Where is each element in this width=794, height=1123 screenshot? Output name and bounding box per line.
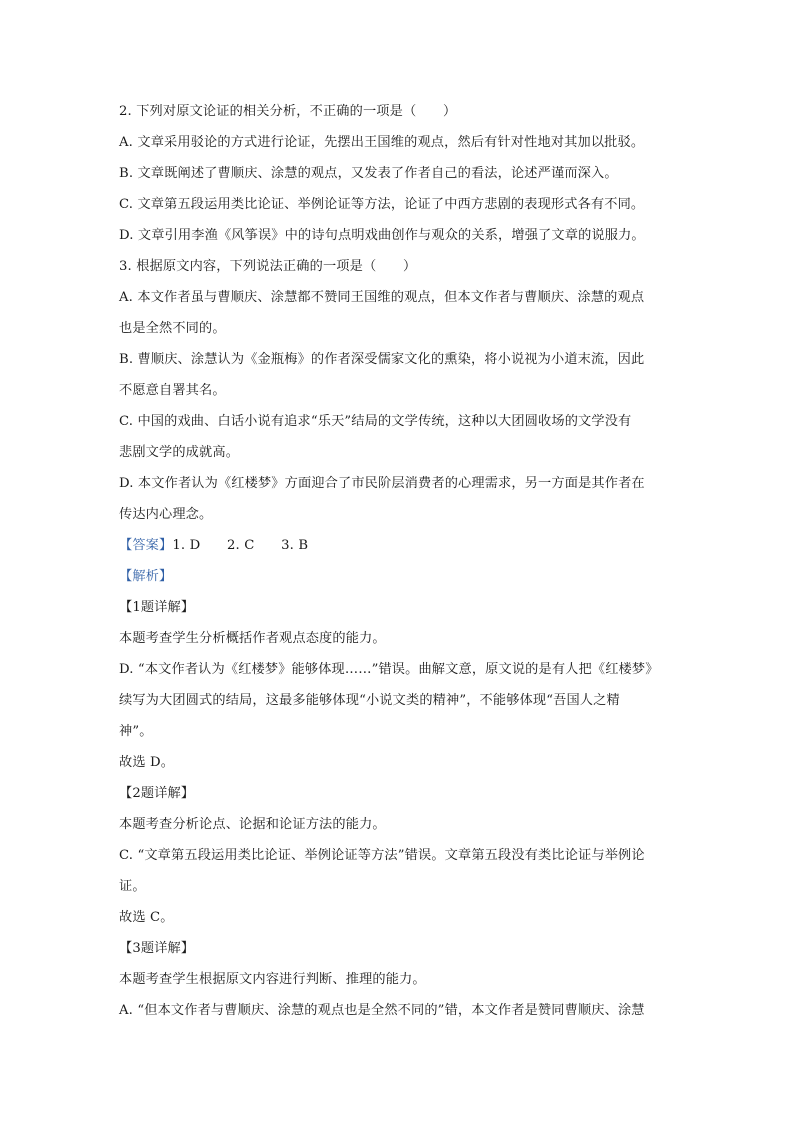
- question-3-option-a-cont: 也是全然不同的。: [119, 321, 226, 336]
- q3-line: 本题考查学生根据原文内容进行判断、推理的能力。: [119, 972, 426, 987]
- question-2-option-c: C. 文章第五段运用类比论证、举例论证等方法，论证了中西方悲剧的表现形式各有不同。: [119, 197, 645, 212]
- answer-text: 1. D 2. C 3. B: [172, 538, 309, 553]
- question-2-option-d: D. 文章引用李渔《风筝误》中的诗句点明戏曲创作与观众的关系，增强了文章的说服力。: [119, 228, 645, 243]
- document-page: [119, 96, 679, 1026]
- question-3-option-c-cont: 悲剧文学的成就高。: [119, 445, 240, 460]
- q1-line: D. “本文作者认为《红楼梦》能够体现……”错误。曲解文意，原文说的是有人把《红楼梦》: [119, 662, 659, 677]
- question-3-option-d: D. 本文作者认为《红楼梦》方面迎合了市民阶层消费者的心理需求，另一方面是其作者在: [119, 476, 645, 491]
- q2-line: 本题考查分析论点、论据和论证方法的能力。: [119, 817, 386, 832]
- q2-line: C. “文章第五段运用类比论证、举例论证等方法”错误。文章第五段没有类比论证与举例论: [119, 848, 645, 863]
- analysis-tag: 【解析】: [119, 569, 173, 584]
- q1-line: 本题考查学生分析概括作者观点态度的能力。: [119, 631, 386, 646]
- answer-line: [119, 530, 679, 561]
- answer-tag: 【答案】: [119, 538, 173, 553]
- question-3-option-b: B. 曹顺庆、涂慧认为《金瓶梅》的作者深受儒家文化的熏染，将小说视为小道末流，因此: [119, 352, 645, 367]
- question-2-stem: 2. 下列对原文论证的相关分析，不正确的一项是（ ）: [119, 104, 457, 119]
- q1-title: 【1题详解】: [119, 600, 195, 615]
- question-3-option-b-cont: 不愿意自署其名。: [119, 383, 226, 398]
- q1-line: 续写为大团圆式的结局，这最多能够体现“小说文类的精神”，不能够体现“吾国人之精: [119, 693, 620, 708]
- q2-line: 证。: [119, 879, 146, 894]
- q1-conclusion: 故选 D。: [119, 755, 175, 770]
- q2-title: 【2题详解】: [119, 786, 195, 801]
- question-3-option-a: A. 本文作者虽与曹顺庆、涂慧都不赞同王国维的观点，但本文作者与曹顺庆、涂慧的观点: [119, 290, 645, 305]
- q3-line: A. “但本文作者与曹顺庆、涂慧的观点也是全然不同的”错，本文作者是赞同曹顺庆、涂慧: [119, 1003, 645, 1018]
- question-2-option-a: A. 文章采用驳论的方式进行论证，先摆出王国维的观点，然后有针对性地对其加以批驳。: [119, 135, 645, 150]
- q1-line: 神”。: [119, 724, 153, 739]
- question-3-stem: 3. 根据原文内容，下列说法正确的一项是（ ）: [119, 259, 417, 274]
- q3-title: 【3题详解】: [119, 941, 195, 956]
- question-3-option-d-cont: 传达内心理念。: [119, 507, 213, 522]
- q2-conclusion: 故选 C。: [119, 910, 174, 925]
- question-2-option-b: B. 文章既阐述了曹顺庆、涂慧的观点，又发表了作者自己的看法，论述严谨而深入。: [119, 166, 618, 181]
- question-3-option-c: C. 中国的戏曲、白话小说有追求“乐天”结局的文学传统，这种以大团圆收场的文学没有: [119, 414, 632, 429]
